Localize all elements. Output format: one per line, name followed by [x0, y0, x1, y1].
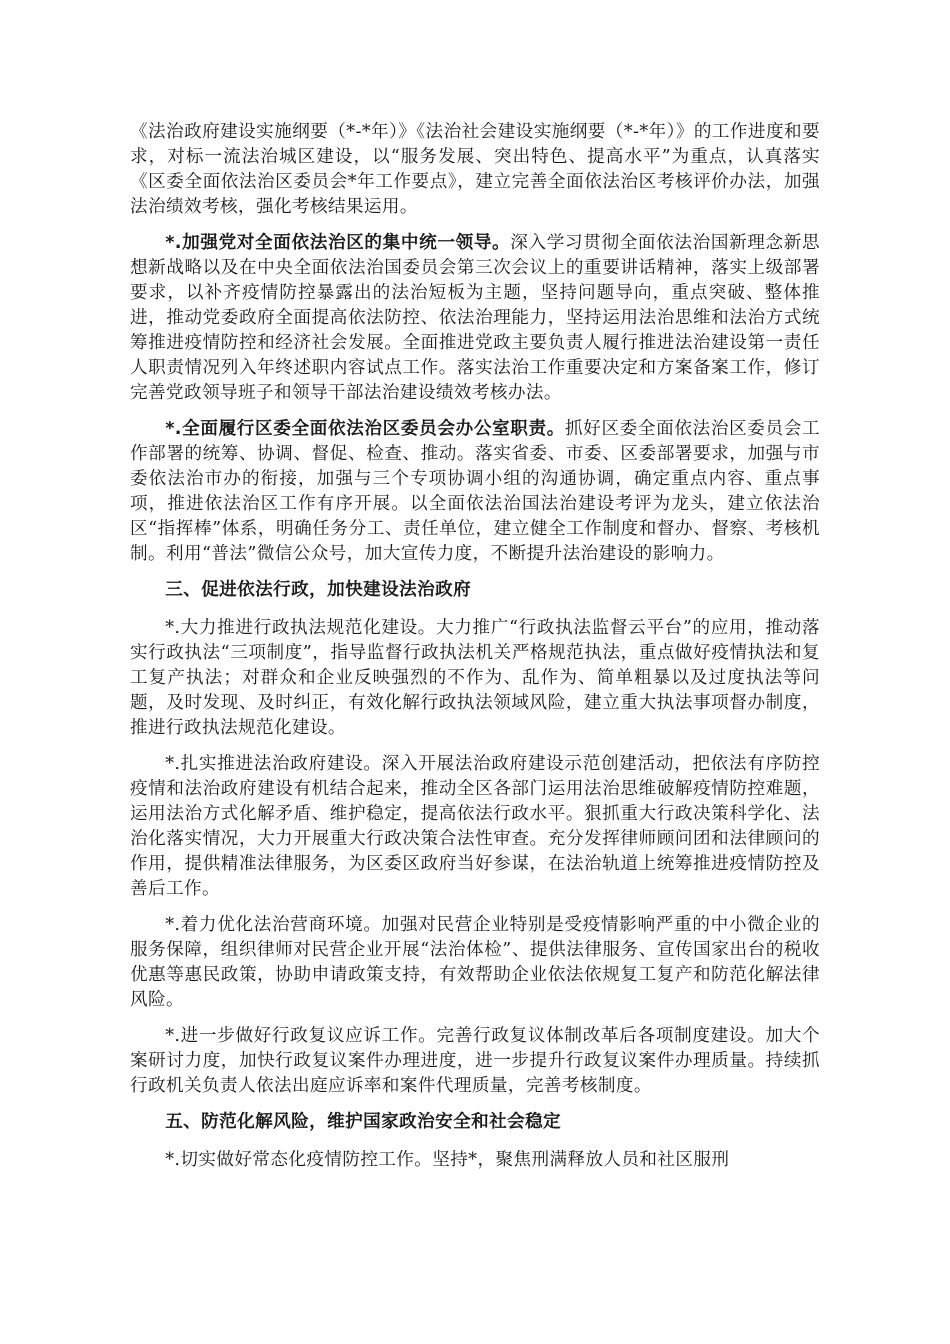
paragraph-3 — [130, 417, 820, 567]
section-heading-5: 五、防范化解风险，维护国家政治安全和社会稳定 — [165, 1112, 562, 1132]
paragraph-3-lead: *.全面履行区委全面依法治区委员会办公室职责。 — [165, 419, 565, 439]
paragraph-8: *.切实做好常态化疫情防控工作。坚持*，聚焦刑满释放人员和社区服刑 — [165, 1150, 730, 1170]
paragraph-5: *.扎实推进法治政府建设。深入开展法治政府建设示范创建活动，把依法有序防控疫情和法治政府建设有机结合起来，推动全区各部门运用法治思维破解疫情防控难题，运用法治方式化解矛盾、维护稳定，提高依法行政水平。狠抓重大行政决策科学化、法治化落实情况，大力开展重大行政决策合法性审查。充分发挥律师顾问团和法律顾问的作用，提供精准法律服务，为区委区政府当好参谋，在法治轨道上统筹推进疫情防控及善后工作。 — [130, 754, 820, 899]
paragraph-1 — [130, 120, 820, 220]
paragraph-2-text: 深入学习贯彻全面依法治国新理念新思想新战略以及在中央全面依法治国委员会第三次会议上的重要讲话精神，落实上级部署要求，以补齐疫情防控暴露出的法治短板为主题，坚持问题导向，重点突破、整体推进，推动党委政府全面提高依法防控、依法治理能力，坚持运用法治思维和法治方式统筹推进疫情防控和经济社会发展。全面推进党政主要负责人履行推进法治建设第一责任人职责情况列入年终述职内容试点工作。落实法治工作重要决定和方案备案工作，修订完善党政领导班子和领导干部法治建设绩效考核办法。 — [130, 233, 820, 403]
paragraph-2-lead: *.加强党对全面依法治区的集中统一领导。 — [165, 233, 511, 253]
section-heading-3: 三、促进依法行政，加快建设法治政府 — [165, 580, 472, 600]
document-body — [130, 120, 820, 1184]
paragraph-1-text: 《法治政府建设实施纲要（*-*年）》《法治社会建设实施纲要（*-*年）》的工作进度和要求，对标一流法治城区建设，以“服务发展、突出特色、提高水平”为重点，认真落实《区委全面依法治区委员会*年工作要点》，建立完善全面依法治区考核评价办法，加强法治绩效考核，强化考核结果运用。 — [130, 122, 820, 217]
paragraph-4: *.大力推进行政执法规范化建设。大力推广“行政执法监督云平台”的应用，推动落实行政执法“三项制度”，指导监督行政执法机关严格规范执法，重点做好疫情执法和复工复产执法；对群众和企业反映强烈的不作为、乱作为、简单粗暴以及过度执法等问题，及时发现、及时纠正，有效化解行政执法领域风险，建立重大执法事项督办制度，推进行政执法规范化建设。 — [130, 618, 820, 738]
paragraph-6: *.着力优化法治营商环境。加强对民营企业特别是受疫情影响严重的中小微企业的服务保障，组织律师对民营企业开展“法治体检”、提供法律服务、宣传国家出台的税收优惠等惠民政策，协助申请政策支持，有效帮助企业依法依规复工复产和防范化解法律风险。 — [130, 915, 820, 1010]
paragraph-2 — [130, 231, 820, 406]
paragraph-7: *.进一步做好行政复议应诉工作。完善行政复议体制改革后各项制度建设。加大个案研讨力度，加快行政复议案件办理进度，进一步提升行政复议案件办理质量。持续抓行政机关负责人依法出庭应诉率和案件代理质量，完善考核制度。 — [130, 1026, 820, 1096]
paragraph-3-text: 抓好区委全面依法治区委员会工作部署的统筹、协调、督促、检查、推动。落实省委、市委、区委部署要求，加强与市委依法治市办的衔接，加强与三个专项协调小组的沟通协调，确定重点内容、重点事项，推进依法治区工作有序开展。以全面依法治国法治建设考评为龙头，建立依法治区“指挥棒”体系，明确任务分工、责任单位，建立健全工作制度和督办、督察、考核机制。利用“普法”微信公众号，加大宣传力度，不断提升法治建设的影响力。 — [130, 419, 820, 564]
